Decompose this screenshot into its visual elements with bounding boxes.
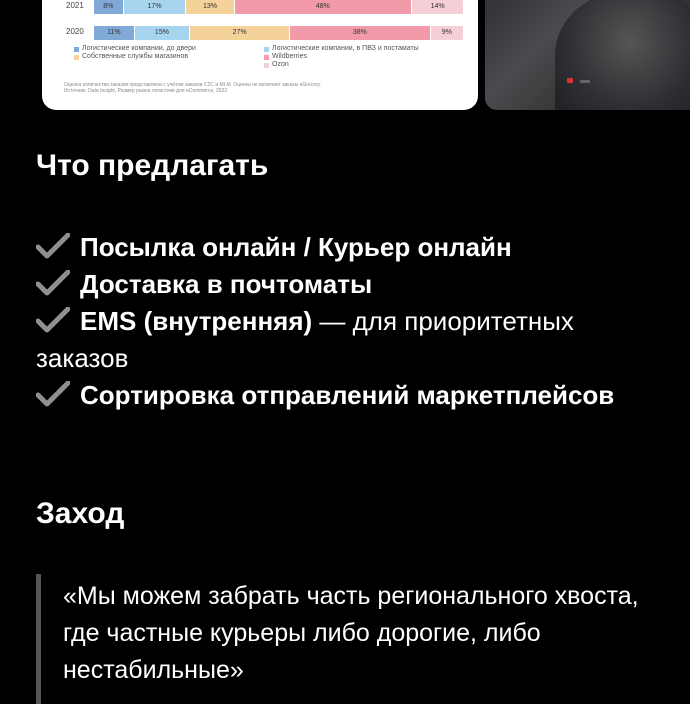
- legend-item: [264, 53, 444, 61]
- quote-text: «Мы можем забрать часть регионального хвоста, где частные курьеры либо дорогие, либо нестабильные»: [63, 582, 639, 684]
- checkmark-icon: [36, 233, 70, 259]
- chart-legend: [74, 45, 444, 69]
- blockquote: [36, 574, 656, 704]
- red-light: [567, 78, 573, 83]
- tick-label: 2020: [66, 27, 84, 36]
- checkmark-icon: [36, 270, 70, 296]
- legend-item: [74, 45, 264, 53]
- bar-segment: 9%: [431, 26, 464, 40]
- list-item: [36, 303, 656, 377]
- chart-row-2021: [64, 0, 464, 14]
- list-item: [36, 229, 656, 266]
- bar-segment: 13%: [186, 0, 234, 14]
- item-bold: Посылка онлайн / Курьер онлайн: [80, 232, 512, 262]
- legend-item: [264, 61, 444, 69]
- bar-segment: 27%: [190, 26, 290, 40]
- bar-segment: 15%: [135, 26, 191, 40]
- legend-label: Ozon: [272, 61, 289, 68]
- list-item: [36, 266, 656, 303]
- chart-footnote: Оценка количества заказов представлена с учётом заказов C2C и MLM. Оценка не включает заказы eGrocery.: [64, 82, 322, 88]
- bar-segment: 11%: [94, 26, 135, 40]
- checkmark-icon: [36, 381, 70, 407]
- legend-label: Собственные службы магазинов: [82, 53, 189, 60]
- legend-swatch: [264, 47, 269, 52]
- item-bold: EMS (внутренняя): [80, 306, 313, 336]
- device-detail: [580, 80, 590, 83]
- legend-item: [264, 45, 444, 53]
- checkmark-icon: [36, 307, 70, 333]
- chart-image[interactable]: [42, 0, 478, 110]
- photo-image[interactable]: [485, 0, 690, 110]
- bar-segment: 8%: [94, 0, 124, 14]
- bar-stack: [94, 0, 464, 14]
- section-heading-approach: Заход: [36, 497, 125, 530]
- person-silhouette: [555, 0, 690, 110]
- legend-swatch: [264, 55, 269, 60]
- legend-swatch: [74, 47, 79, 52]
- bar-stack: [94, 26, 464, 40]
- item-bold: Доставка в почтоматы: [80, 269, 373, 299]
- legend-label: Логистические компании, в ПВЗ и постаматы: [272, 45, 419, 52]
- tick-label: 2021: [66, 1, 84, 10]
- legend-label: Логистические компании, до двери: [82, 45, 196, 52]
- legend-spacer: [74, 61, 264, 69]
- item-text: — для приоритетных заказов: [36, 306, 574, 373]
- item-bold: Сортировка отправлений маркетплейсов: [80, 380, 615, 410]
- section-heading-offer: Что предлагать: [36, 149, 269, 182]
- chart-source: Источник: Data Insight, Размер рынка логистики для eCommerce, 2022: [64, 88, 228, 94]
- legend-item: [74, 53, 264, 61]
- chart-row-2020: [64, 26, 464, 40]
- offer-list: [36, 229, 656, 414]
- bar-segment: 17%: [124, 0, 187, 14]
- bar-segment: 14%: [412, 0, 464, 14]
- bar-segment: 48%: [235, 0, 413, 14]
- legend-swatch: [264, 63, 269, 68]
- bar-segment: 38%: [290, 26, 431, 40]
- list-item: [36, 377, 656, 414]
- legend-label: Wildberries: [272, 53, 308, 60]
- legend-swatch: [74, 55, 79, 60]
